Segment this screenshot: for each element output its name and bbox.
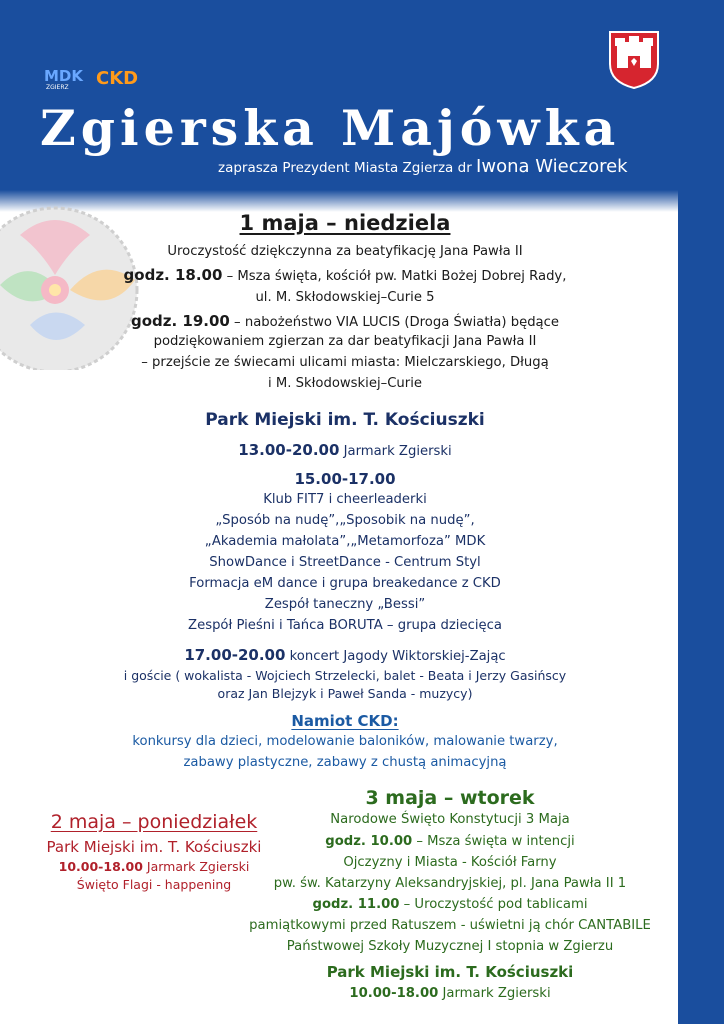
park1-show-item: Zespół Pieśni i Tańca BORUTA – grupa dziecięca xyxy=(188,618,502,633)
may3-cer-desc: – Uroczystość pod tablicami xyxy=(399,897,588,912)
svg-text:ZGIERZ: ZGIERZ xyxy=(46,84,69,90)
park1-show-item: „Sposób na nudę”,„Sposobik na nudę”, xyxy=(215,513,475,528)
may3-fair xyxy=(240,986,660,1003)
park1-fair xyxy=(20,441,670,461)
may1-mass-address: ul. M. Skłodowskiej–Curie 5 xyxy=(255,290,435,305)
park1-concert-guests1: i goście ( wokalista - Wojciech Strzelecki, balet - Beata i Jerzy Gasińscy xyxy=(123,668,567,683)
may3-mass-line3: pw. św. Katarzyny Aleksandryjskiej, pl. Jana Pawła II 1 xyxy=(273,876,627,891)
may2-heading: 2 maja – poniedziałek xyxy=(50,811,258,833)
may1-lucis-line3: – przejście ze świecami ulicami miasta: Mielczarskiego, Długą xyxy=(141,355,549,370)
park1-show-item: Zespół taneczny „Bessi” xyxy=(264,597,426,612)
park1-concert-time: 17.00-20.00 xyxy=(184,646,286,664)
may1-lucis-time: godz. 19.00 xyxy=(130,312,230,330)
mdk-logo xyxy=(42,66,88,90)
park1-concert-guests2: oraz Jan Blejzyk i Paweł Sanda - muzycy) xyxy=(217,686,473,701)
may3-holiday: Narodowe Święto Konstytucji 3 Maja xyxy=(330,812,570,827)
poster-title: Zgierska Majówka xyxy=(40,99,621,157)
may1-heading: 1 maja – niedziela xyxy=(239,211,451,235)
may2-fair-label: Jarmark Zgierski xyxy=(142,859,250,874)
poster-subtitle xyxy=(218,156,678,177)
tent-line2: zabawy plastyczne, zabawy z chustą animacyjną xyxy=(183,755,507,770)
park1-concert-desc: koncert Jagody Wiktorskiej-Zając xyxy=(285,649,506,664)
park1-concert xyxy=(20,646,670,666)
may3-ceremony xyxy=(240,897,660,914)
may3-park: Park Miejski im. T. Kościuszki xyxy=(326,963,574,981)
svg-text:CKD: CKD xyxy=(96,68,139,89)
park1-show-item: ShowDance i StreetDance - Centrum Styl xyxy=(209,555,481,570)
park1-show-item: Klub FIT7 i cheerleaderki xyxy=(263,492,427,507)
may1-lucis-line4: i M. Skłodowskiej–Curie xyxy=(268,376,422,391)
svg-text:MDK: MDK xyxy=(44,67,84,85)
may3-ceremony-line3: Państwowej Szkoły Muzycznej I stopnia w Zgierzu xyxy=(286,939,614,954)
may3-mass-desc: – Msza święta w intencji xyxy=(412,834,575,849)
park1-show-time: 15.00-17.00 xyxy=(294,470,396,488)
ckd-logo xyxy=(95,64,147,90)
may3-mass xyxy=(240,834,660,851)
may3-mass-line2: Ojczyzny i Miasta - Kościół Farny xyxy=(343,855,557,870)
may2-fair-time: 10.00-18.00 xyxy=(58,859,143,874)
may2-flag: Święto Flagi - happening xyxy=(76,877,232,892)
park1-fair-label: Jarmark Zgierski xyxy=(339,444,452,459)
may3-heading: 3 maja – wtorek xyxy=(365,787,535,809)
mayor-name: Iwona Wieczorek xyxy=(476,156,628,177)
may3-cer-time: godz. 11.00 xyxy=(312,897,400,912)
tent-line1: konkursy dla dzieci, modelowanie baloników, malowanie twarzy, xyxy=(132,734,558,749)
park1-fair-time: 13.00-20.00 xyxy=(238,441,340,459)
may1-mass-desc: – Msza święta, kościół pw. Matki Bożej Dobrej Rady, xyxy=(222,269,567,284)
park1-show-item: „Akademia małolata”,„Metamorfoza” MDK xyxy=(204,534,486,549)
may1-mass-time: godz. 18.00 xyxy=(123,266,223,284)
tent-heading-text: Namiot CKD: xyxy=(291,712,399,730)
may3-fair-time: 10.00-18.00 xyxy=(349,986,439,1001)
may1-mass xyxy=(20,266,670,286)
may3-ceremony-line2: pamiątkowymi przed Ratuszem - uświetni ją chór CANTABILE xyxy=(249,918,651,933)
park1-show-item: Formacja eM dance i grupa breakedance z CKD xyxy=(189,576,501,591)
may1-lucis xyxy=(20,312,670,332)
park1-heading: Park Miejski im. T. Kościuszki xyxy=(205,410,485,430)
may3-mass-time: godz. 10.00 xyxy=(325,834,413,849)
may1-lucis-line2: podziękowaniem zgierzan za dar beatyfikacji Jana Pawła II xyxy=(153,334,537,349)
may1-lucis-desc: – nabożeństwo VIA LUCIS (Droga Światła) będące xyxy=(229,315,560,330)
may2-park: Park Miejski im. T. Kościuszki xyxy=(46,838,262,856)
tent-heading xyxy=(20,712,670,731)
city-crest-icon xyxy=(608,30,660,90)
may3-fair-label: Jarmark Zgierski xyxy=(438,986,551,1001)
may1-ceremony: Uroczystość dziękczynna za beatyfikację Jana Pawła II xyxy=(167,244,523,259)
subtitle-text: zaprasza Prezydent Miasta Zgierza dr xyxy=(218,160,477,176)
